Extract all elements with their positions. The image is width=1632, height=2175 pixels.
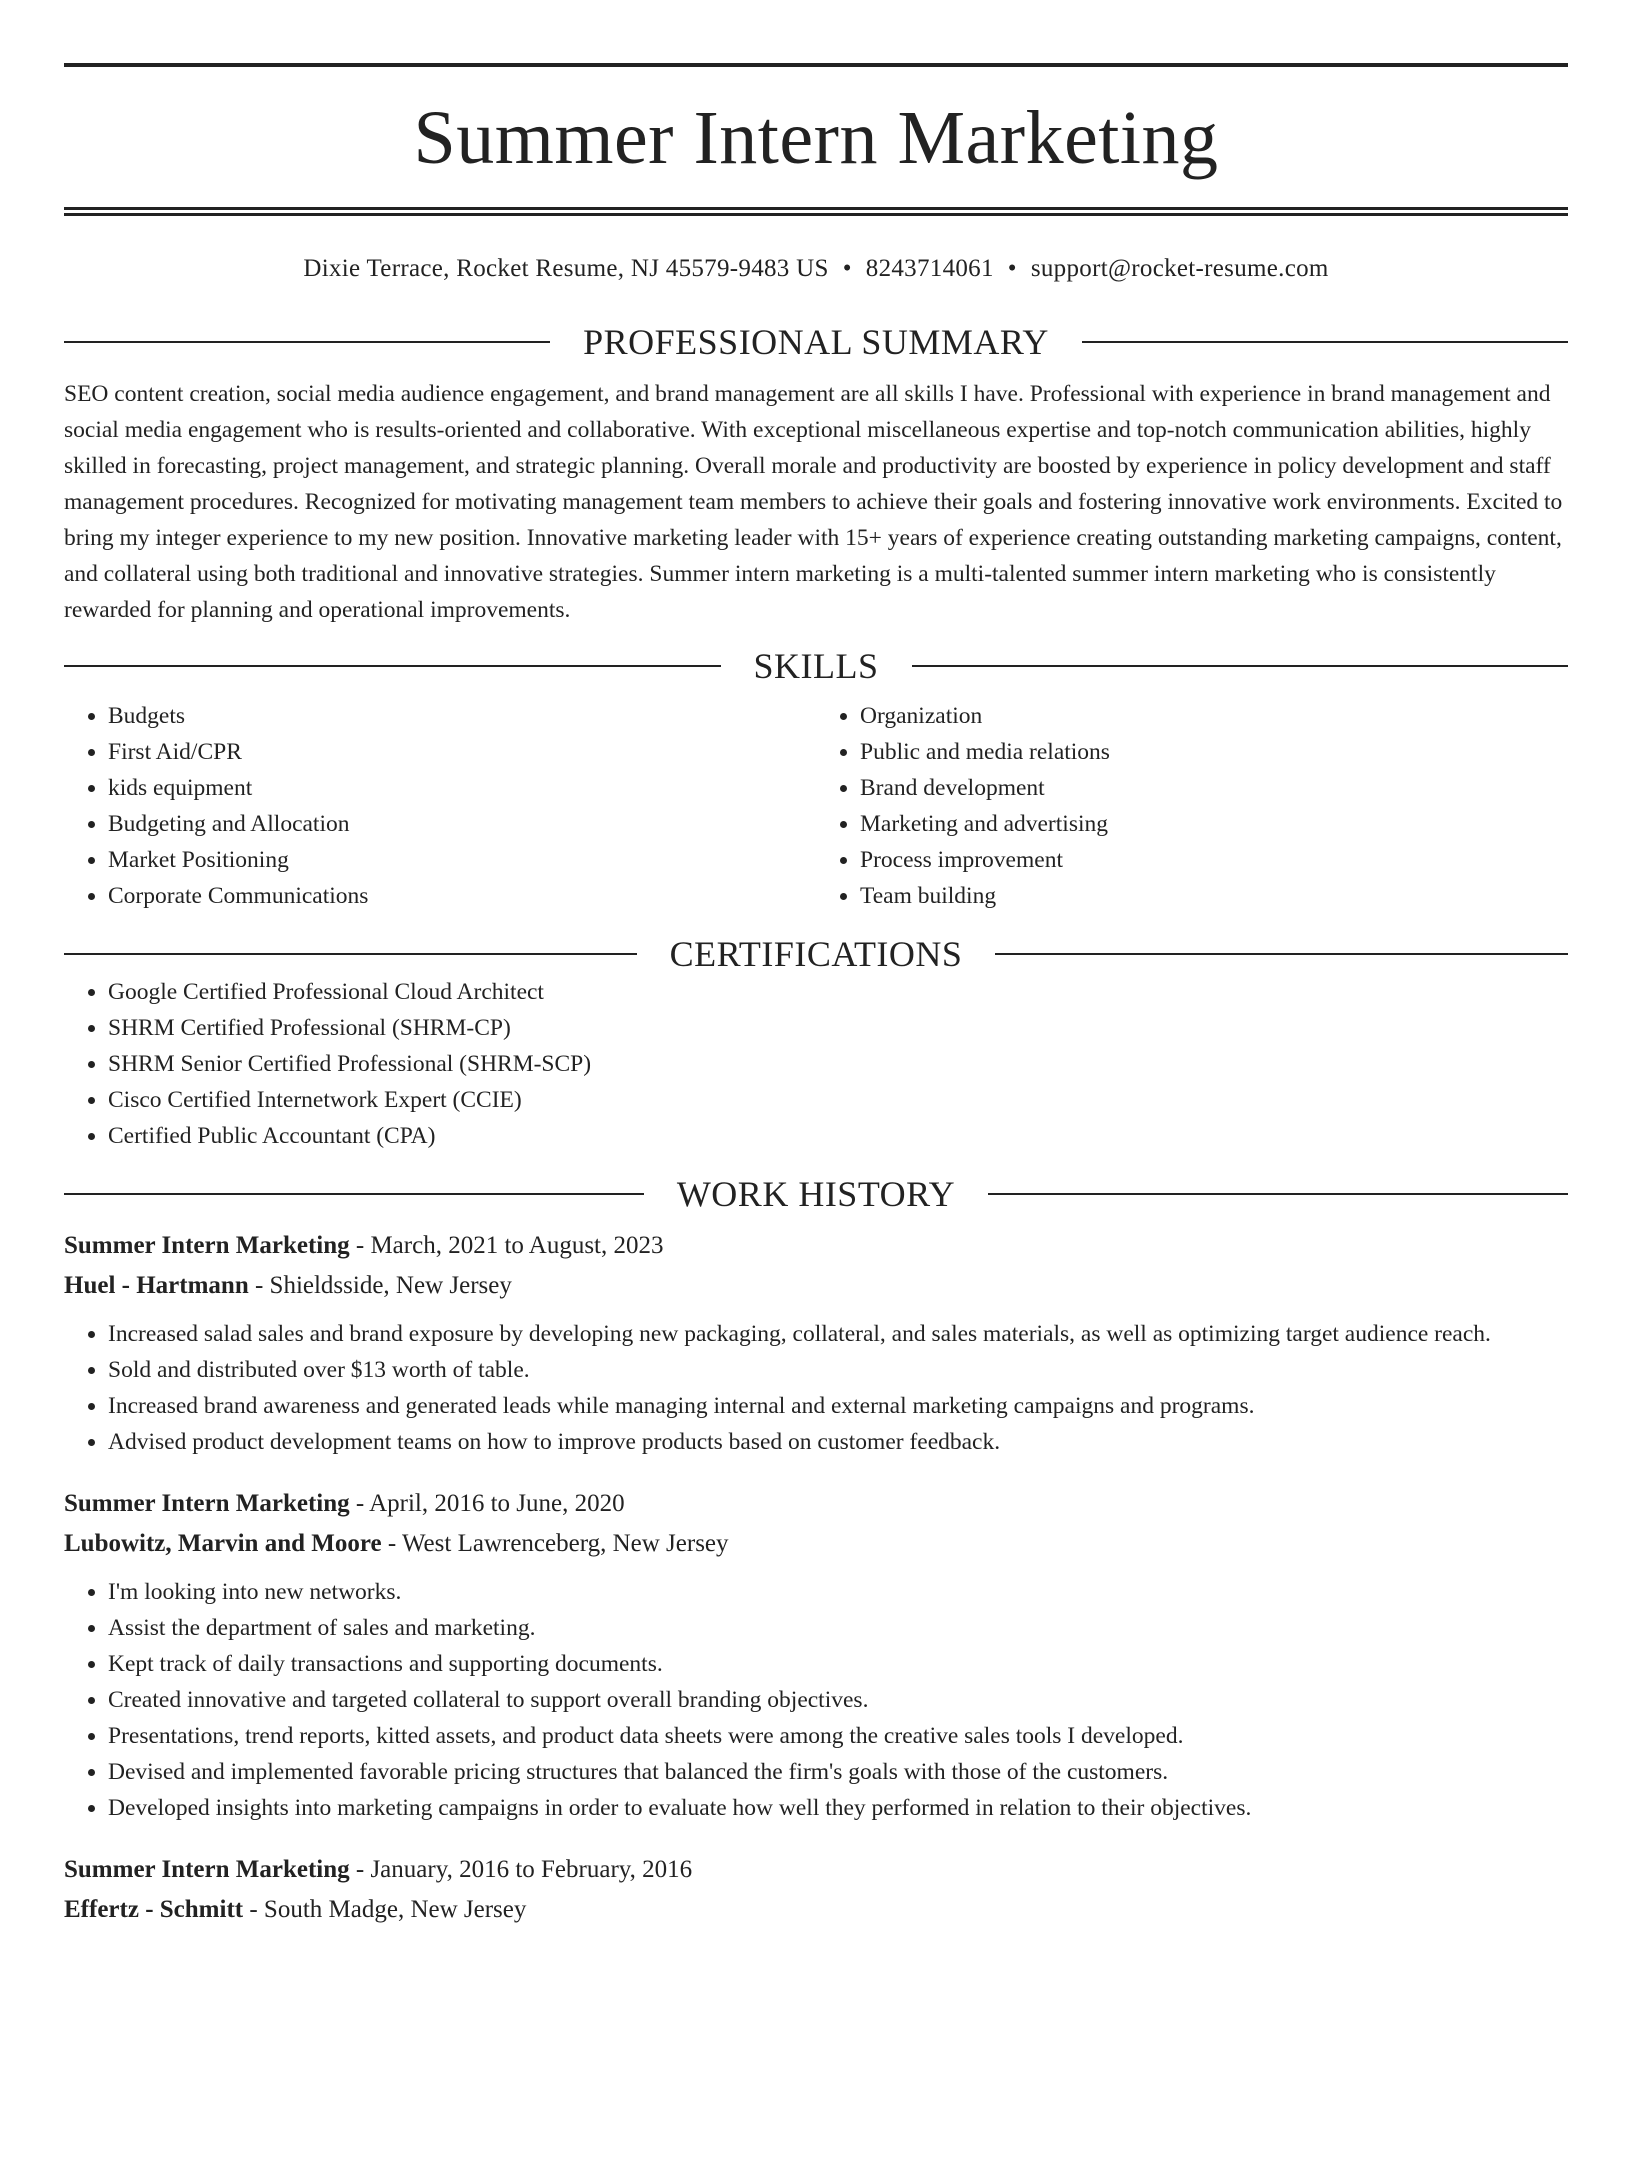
skill-item: • Process improvement — [860, 842, 1568, 878]
skill-item: • kids equipment — [108, 770, 816, 806]
job-bullets — [64, 1316, 1568, 1460]
job-company-line — [64, 1266, 1568, 1306]
skill-item: • Budgeting and Allocation — [108, 806, 816, 842]
top-rule — [64, 63, 1568, 67]
section-label: CERTIFICATIONS — [669, 934, 963, 974]
job-bullets — [64, 1574, 1568, 1826]
resume-name: Summer Intern Marketing — [413, 96, 1219, 180]
section-rule — [995, 953, 1568, 955]
job-company: Lubowitz, Marvin and Moore — [64, 1530, 382, 1557]
skill-item: • First Aid/CPR — [108, 734, 816, 770]
job-role: Summer Intern Marketing — [64, 1490, 350, 1517]
job-company-line — [64, 1890, 1568, 1930]
job-title-line — [64, 1226, 1568, 1266]
job-dates: - April, 2016 to June, 2020 — [349, 1490, 625, 1517]
job-entry — [64, 1850, 1568, 1930]
section-title-skills — [64, 646, 1568, 686]
contact-line — [64, 254, 1568, 284]
contact-separator: • — [842, 255, 852, 282]
job-location: - West Lawrenceberg, New Jersey — [381, 1530, 729, 1557]
skill-item: • Budgets — [108, 698, 816, 734]
job-bullet: • Presentations, trend reports, kitted assets, and product data sheets were among the creative sales tools I developed. — [108, 1718, 1568, 1754]
summary-text: SEO content creation, social media audience engagement, and brand management are all skills I have. Professional with experience in brand management and social media engagement who is results-oriented and collaborative. With exceptional miscellaneous expertise and top-notch communication abilities, highly skilled in forecasting, project management, and strategic planning. Overall morale and productivity are boosted by experience in policy development and staff management procedures. Recognized for motivating management team members to achieve their goals and fostering innovative work environments. Excited to bring my integer experience to my new position. Innovative marketing leader with 15+ years of experience creating outstanding marketing campaigns, content, and collateral using both traditional and innovative strategies. Summer intern marketing is a multi-talented summer intern marketing who is consistently rewarded for planning and operational improvements. — [64, 381, 1563, 623]
job-bullet: • Increased salad sales and brand exposure by developing new packaging, collateral, and sales materials, as well as optimizing target audience reach. — [108, 1316, 1568, 1352]
skills-column-right — [816, 698, 1568, 914]
section-title-summary — [64, 322, 1568, 362]
section-rule — [988, 1193, 1568, 1195]
job-role: Summer Intern Marketing — [64, 1856, 350, 1883]
section-label: WORK HISTORY — [676, 1174, 956, 1214]
resume-page — [0, 63, 1632, 2175]
section-rule — [64, 953, 637, 955]
section-title-certifications — [64, 934, 1568, 974]
section-label: PROFESSIONAL SUMMARY — [583, 322, 1049, 362]
certification-item: • Certified Public Accountant (CPA) — [108, 1118, 1568, 1154]
job-entry — [64, 1484, 1568, 1826]
job-title-line — [64, 1850, 1568, 1890]
section-rule — [912, 665, 1569, 667]
job-bullet: • Advised product development teams on how to improve products based on customer feedback. — [108, 1424, 1568, 1460]
certification-item: • Cisco Certified Internetwork Expert (CCIE) — [108, 1082, 1568, 1118]
section-rule — [64, 341, 550, 343]
section-rule — [64, 1193, 644, 1195]
section-rule — [64, 665, 721, 667]
certifications-list — [64, 974, 1568, 1154]
skill-item: • Brand development — [860, 770, 1568, 806]
job-bullet: • Increased brand awareness and generated leads while managing internal and external marketing campaigns and programs. — [108, 1388, 1568, 1424]
skills-column-left — [64, 698, 816, 914]
certification-item: • SHRM Senior Certified Professional (SHRM-SCP) — [108, 1046, 1568, 1082]
job-dates: - March, 2021 to August, 2023 — [349, 1232, 664, 1259]
double-rule — [64, 207, 1568, 216]
job-bullet: • Sold and distributed over $13 worth of table. — [108, 1352, 1568, 1388]
certification-item: • Google Certified Professional Cloud Architect — [108, 974, 1568, 1010]
job-bullet: • Created innovative and targeted collateral to support overall branding objectives. — [108, 1682, 1568, 1718]
skill-item: • Public and media relations — [860, 734, 1568, 770]
job-company: Effertz - Schmitt — [64, 1896, 244, 1923]
job-bullet: • Developed insights into marketing campaigns in order to evaluate how well they performed in relation to their objectives. — [108, 1790, 1568, 1826]
skill-item: • Team building — [860, 878, 1568, 914]
job-company: Huel - Hartmann — [64, 1272, 249, 1299]
skill-item: • Market Positioning — [108, 842, 816, 878]
skill-item: • Marketing and advertising — [860, 806, 1568, 842]
certification-item: • SHRM Certified Professional (SHRM-CP) — [108, 1010, 1568, 1046]
job-role: Summer Intern Marketing — [64, 1232, 350, 1259]
job-location: - South Madge, New Jersey — [243, 1896, 527, 1923]
contact-separator: • — [1007, 255, 1017, 282]
skill-item: • Organization — [860, 698, 1568, 734]
job-bullet: • Assist the department of sales and marketing. — [108, 1610, 1568, 1646]
job-bullet: • I'm looking into new networks. — [108, 1574, 1568, 1610]
skill-item: • Corporate Communications — [108, 878, 816, 914]
section-rule — [1082, 341, 1568, 343]
section-title-work-history — [64, 1174, 1568, 1214]
job-dates: - January, 2016 to February, 2016 — [349, 1856, 693, 1883]
skills-list — [64, 698, 1568, 914]
job-title-line — [64, 1484, 1568, 1524]
job-location: - Shieldsside, New Jersey — [248, 1272, 512, 1299]
job-bullet: • Kept track of daily transactions and supporting documents. — [108, 1646, 1568, 1682]
job-company-line — [64, 1524, 1568, 1564]
contact-address: Dixie Terrace, Rocket Resume, NJ 45579-9483 US — [303, 255, 829, 282]
section-label: SKILLS — [753, 646, 879, 686]
job-entry — [64, 1226, 1568, 1460]
job-bullet: • Devised and implemented favorable pricing structures that balanced the firm's goals with those of the customers. — [108, 1754, 1568, 1790]
contact-phone: 8243714061 — [865, 255, 994, 282]
contact-email: support@rocket-resume.com — [1030, 255, 1329, 282]
